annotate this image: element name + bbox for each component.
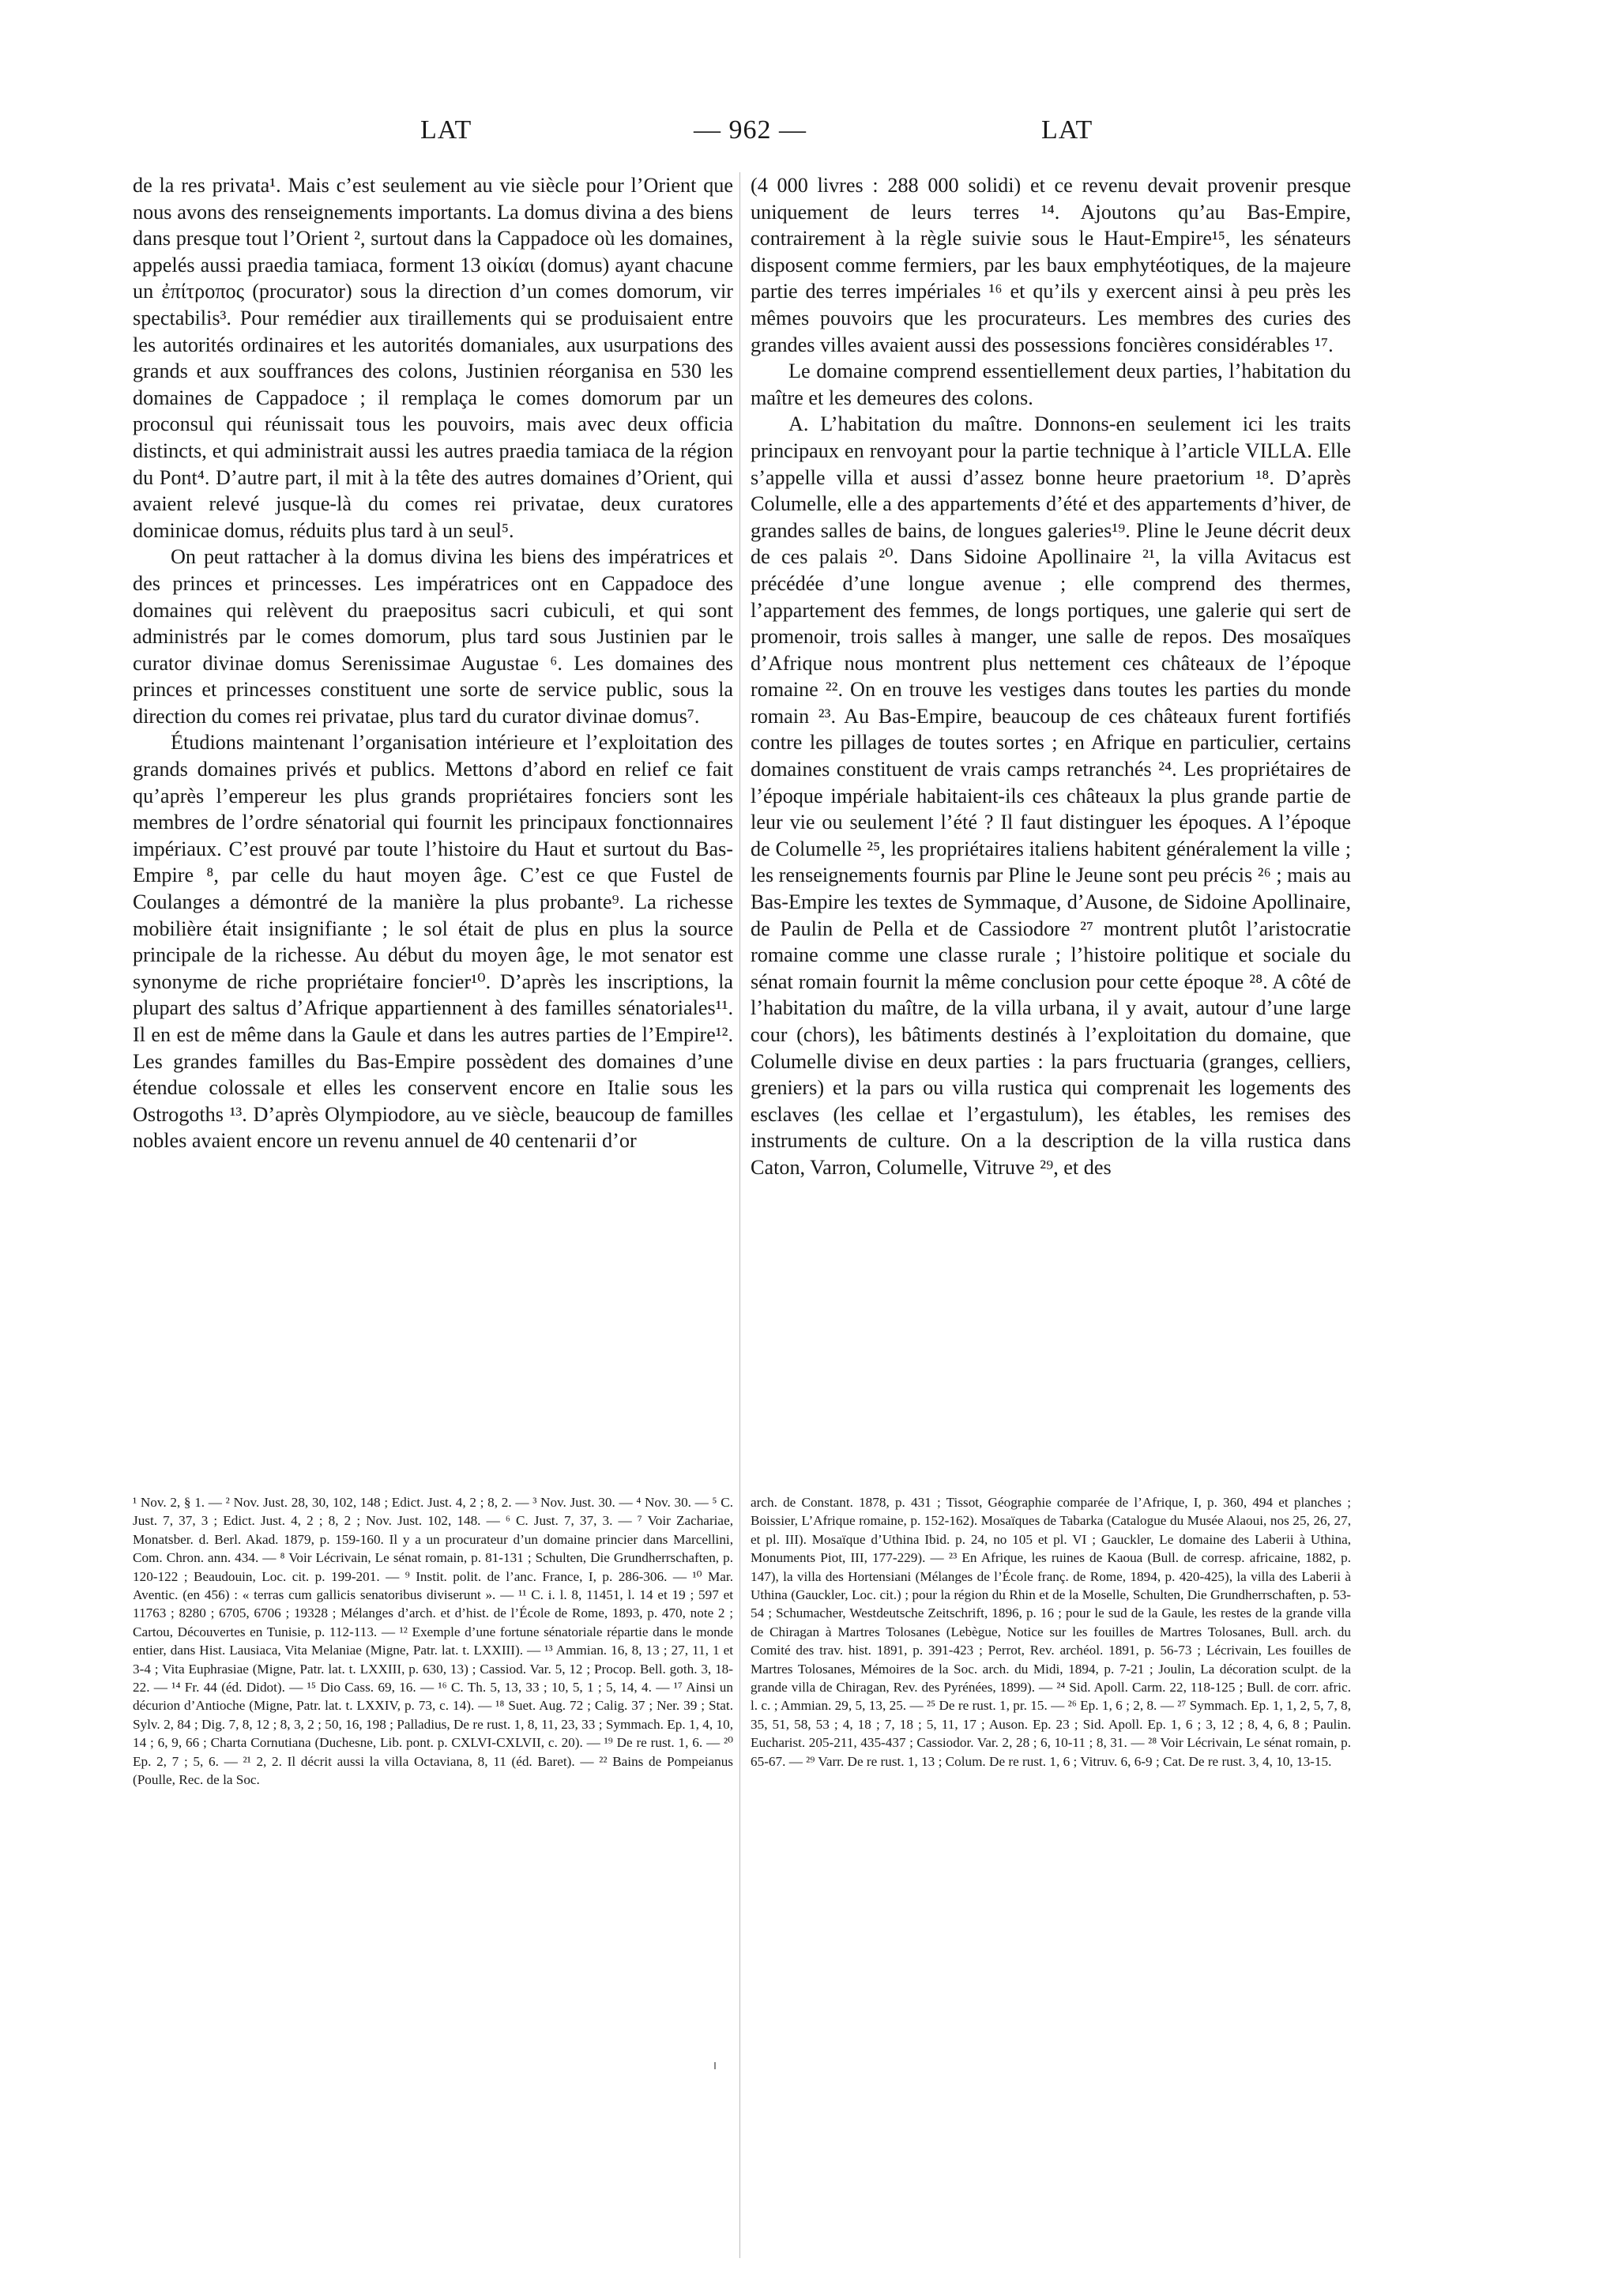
- paragraph: On peut rattacher à la domus divina les biens des impératrices et des princes et princesses. Les impératrices ont en Cappadoce des domaines qui relèvent du praepositus sacri cubiculi, et qui sont administrés par le comes domorum, plus tard sous Justinien par le curator divinae domus Serenissimae Augustae ⁶. Les domaines des princes et princesses constituent une sorte de service public, sous la direction du comes rei privatae, plus tard du curator divinae domus⁷.: [133, 545, 733, 728]
- print-mark: [714, 2062, 716, 2069]
- paragraph: de la res privata¹. Mais c’est seulement au vie siècle pour l’Orient que nous avons des renseignements importants. La domus divina a des biens dans presque tout l’Orient ², surtout dans la Cappadoce où les domaines, appelés aussi praedia tamiaca, forment 13 οἰκίαι (domus) ayant chacune un ἐπίτροπος (procurator) sous la direction d’un comes domorum, vir spectabilis³. Pour remédier aux tiraillements qui se produisaient entre les autorités ordinaires et les autorités domaniales, aux usurpations des grands et aux souffrances des colons, Justinien réorganisa en 530 les domaines de Cappadoce ; il remplaça le comes domorum par un proconsul qui réunissait tous les pouvoirs, mais avec deux officia distincts, et qui administrait aussi les autres praedia tamiaca de la région du Pont⁴. D’autre part, il mit à la tête des autres domaines d’Orient, qui avaient relevé jusque-là du comes rei privatae, deux curatores dominicae domus, réduits plus tard à un seul⁵.: [133, 174, 733, 542]
- footnotes-left: [133, 1493, 733, 1790]
- running-head-left: LAT: [420, 115, 472, 145]
- footnote-text: ¹ Nov. 2, § 1. — ² Nov. Just. 28, 30, 102, 148 ; Edict. Just. 4, 2 ; 8, 2. — ³ Nov. Just. 30. — ⁴ Nov. 30. — ⁵ C. Just. 7, 37, 3 ; Edict. Just. 4, 2 ; 8, 2 ; Nov. Just. 102, 148. — ⁶ C. Just. 7, 37, 3. — ⁷ Voir Zachariae, Monatsber. d. Berl. Akad. 1879, p. 159-160. Il y a un procurateur d’un domaine princier dans Marcellini, Com. Chron. ann. 434. — ⁸ Voir Lécrivain, Le sénat romain, p. 81-131 ; Schulten, Die Grundherrschaften, p. 120-122 ; Beaudouin, Loc. cit. p. 199-201. — ⁹ Instit. polit. de l’anc. France, I, p. 286-306. — ¹⁰ Mar. Aventic. (en 456) : « terras cum gallicis senatoribus diviserunt ». — ¹¹ C. i. l. 8, 11451, l. 14 et 19 ; 597 et 11763 ; 8280 ; 6705, 6706 ; 19328 ; Mélanges d’arch. et d’hist. de l’École de Rome, 1893, p. 470, note 2 ; Cartou, Découvertes en Tunisie, p. 112-113. — ¹² Exemple d’une fortune sénatoriale répartie dans le monde entier, dans Hist. Lausiaca, Vita Melaniae (Migne, Patr. lat. t. LXXIII). — ¹³ Ammian. 16, 8, 13 ; 27, 11, 1 et 3-4 ; Vita Euphrasiae (Migne, Patr. lat. t. LXXIII, p. 630, 13) ; Cassiod. Var. 5, 12 ; Procop. Bell. goth. 3, 18-22. — ¹⁴ Fr. 44 (éd. Didot). — ¹⁵ Dio Cass. 69, 16. — ¹⁶ C. Th. 5, 13, 33 ; 10, 5, 1 ; 5, 14, 4. — ¹⁷ Ainsi un décurion d’Antioche (Migne, Patr. lat. t. LXXIV, p. 73, c. 14). — ¹⁸ Suet. Aug. 72 ; Calig. 37 ; Ner. 39 ; Stat. Sylv. 2, 84 ; Dig. 7, 8, 12 ; 8, 3, 2 ; 50, 16, 198 ; Palladius, De re rust. 1, 8, 11, 23, 33 ; Symmach. Ep. 1, 4, 10, 14 ; 6, 9, 66 ; Charta Cornutiana (Duchesne, Lib. pont. p. CXLVI-CXLVII, c. 20). — ¹⁹ De re rust. 1, 6. — ²⁰ Ep. 2, 7 ; 5, 6. — ²¹ 2, 2. Il décrit aussi la villa Octaviana, 8, 11 (éd. Baret). — ²² Bains de Pompeianus (Poulle, Rec. de la Soc.: [133, 1495, 733, 1788]
- footnotes-right: [751, 1493, 1351, 1771]
- paragraph: Étudions maintenant l’organisation intérieure et l’exploitation des grands domaines privés et publics. Mettons d’abord en relief ce fait qu’après l’empereur les plus grands propriétaires fonciers sont les membres de l’ordre sénatorial qui fournit les principaux fonctionnaires impériaux. C’est prouvé par toute l’histoire du Haut et surtout du Bas-Empire ⁸, par celle du haut moyen âge. C’est ce que Fustel de Coulanges a démontré de la manière la plus probante⁹. La richesse mobilière était insignifiante ; le sol était de plus en plus la source principale de la richesse. Au début du moyen âge, le mot senator est synonyme de riche propriétaire foncier¹⁰. D’après les inscriptions, la plupart des saltus d’Afrique appartiennent à des familles sénatoriales¹¹. Il en est de même dans la Gaule et dans les autres parties de l’Empire¹². Les grandes familles du Bas-Empire possèdent des domaines d’une étendue colossale et elles les conservent encore en Italie sous les Ostrogoths ¹³. D’après Olympiodore, au ve siècle, beaucoup de familles nobles avaient encore un revenu annuel de 40 centenarii d’or: [133, 731, 733, 1153]
- paragraph: Le domaine comprend essentiellement deux parties, l’habitation du maître et les demeures des colons.: [751, 359, 1351, 409]
- right-column: [751, 172, 1351, 1181]
- paragraph: A. L’habitation du maître. Donnons-en seulement ici les traits principaux en renvoyant pour la partie technique à l’article VILLA. Elle s’appelle villa et aussi d’assez bonne heure praetorium ¹⁸. D’après Columelle, elle a des appartements d’été et des appartements d’hiver, de grandes salles de bains, de longues galeries¹⁹. Pline le Jeune décrit deux de ces palais ²⁰. Dans Sidoine Apollinaire ²¹, la villa Avitacus est précédée d’une longue avenue ; elle comprend des thermes, l’appartement des femmes, de longs portiques, une galerie qui sert de promenoir, trois salles à manger, une salle de repos. Des mosaïques d’Afrique nous montrent plus nettement ces châteaux de l’époque romaine ²². On en trouve les vestiges dans toutes les parties du monde romain ²³. Au Bas-Empire, beaucoup de ces châteaux furent fortifiés contre les pillages de toutes sortes ; en Afrique en particulier, certains domaines constituent de vrais camps retranchés ²⁴. Les propriétaires de l’époque impériale habitaient-ils ces châteaux la plus grande partie de leur vie ou seulement l’été ? Il faut distinguer les époques. A l’époque de Columelle ²⁵, les propriétaires italiens habitent généralement la ville ; les renseignements fournis par Pline le Jeune sont peu précis ²⁶ ; mais au Bas-Empire les textes de Symmaque, d’Ausone, de Sidoine Apollinaire, de Paulin de Pella et de Cassiodore ²⁷ montrent plutôt l’aristocratie romaine comme une classe rurale ; l’histoire politique et sociale du sénat romain fournit la même conclusion pour cette époque ²⁸. A côté de l’habitation du maître, de la villa urbana, il y avait, autour d’une large cour (chors), les bâtiments destinés à l’exploitation du domaine, que Columelle divise en deux parties : la pars fructuaria (granges, celliers, greniers) et la pars ou villa rustica qui comprenait les logements des esclaves (les cellae et l’ergastulum), les étables, les remises des instruments de culture. On a la description de la villa rustica dans Caton, Varron, Columelle, Vitruve ²⁹, et des: [751, 412, 1351, 1179]
- footnote-text: arch. de Constant. 1878, p. 431 ; Tissot, Géographie comparée de l’Afrique, I, p. 360, 494 et planches ; Boissier, L’Afrique romaine, p. 152-162). Mosaïques de Tabarka (Catalogue du Musée Alaoui, nos 25, 26, 27, et pl. III). Mosaïque d’Uthina Ibid. p. 24, no 105 et pl. VI ; Gauckler, Le domaine des Laberii à Uthina, Monuments Piot, III, 177-229). — ²³ En Afrique, les ruines de Kaoua (Bull. de corresp. africaine, 1882, p. 147), la villa des Hortensiani (Mélanges de l’École franç. de Rome, 1894, p. 420-425), la villa des Laberii à Uthina (Gauckler, Loc. cit.) ; pour la région du Rhin et de la Moselle, Schulten, Die Grundherrschaften, p. 53-54 ; Schumacher, Westdeutsche Zeitschrift, 1896, p. 16 ; pour le sud de la Gaule, les restes de la grande villa de Chiragan à Martres Tolosanes (Lebègue, Notice sur les fouilles de Martres Tolosanes, Bull. arch. du Comité des trav. hist. 1891, p. 391-423 ; Perrot, Rev. archéol. 1891, p. 56-73 ; Lécrivain, Les fouilles de Martres Tolosanes, Mémoires de la Soc. arch. du Midi, 1894, p. 7-21 ; Joulin, La décoration sculpt. de la grande villa de Chiragan, Rev. des Pyrénées, 1899). — ²⁴ Sid. Apoll. Carm. 22, 118-125 ; Bull. de corr. afric. l. c. ; Ammian. 29, 5, 13, 25. — ²⁵ De re rust. 1, pr. 15. — ²⁶ Ep. 1, 6 ; 2, 8. — ²⁷ Symmach. Ep. 1, 1, 2, 5, 7, 8, 35, 51, 58, 53 ; 4, 18 ; 7, 18 ; 5, 11, 17 ; Auson. Ep. 23 ; Sid. Apoll. Ep. 1, 6 ; 3, 12 ; 8, 4, 6, 8 ; Paulin. Eucharist. 205-211, 435-437 ; Cassiodor. Var. 2, 28 ; 6, 10-11 ; 8, 31. — ²⁸ Voir Lécrivain, Le sénat romain, p. 65-67. — ²⁹ Varr. De re rust. 1, 13 ; Colum. De re rust. 1, 6 ; Vitruv. 6, 6-9 ; Cat. De re rust. 3, 4, 10, 13-15.: [751, 1495, 1351, 1769]
- running-head-right: LAT: [1041, 115, 1093, 145]
- column-divider: [739, 172, 740, 2258]
- page-header: [0, 115, 1618, 155]
- left-column: [133, 172, 733, 1154]
- paragraph: (4 000 livres : 288 000 solidi) et ce revenu devait provenir presque uniquement de leurs terres ¹⁴. Ajoutons qu’au Bas-Empire, contrairement à la règle suivie sous le Haut-Empire¹⁵, les sénateurs disposent comme fermiers, par les baux emphytéotiques, de la majeure partie des terres impériales ¹⁶ et qu’ils y exercent ainsi à peu près les mêmes pouvoirs que les procurateurs. Les membres des curies des grandes villes avaient aussi des possessions foncières considérables ¹⁷.: [751, 174, 1351, 356]
- page-number: — 962 —: [694, 115, 807, 145]
